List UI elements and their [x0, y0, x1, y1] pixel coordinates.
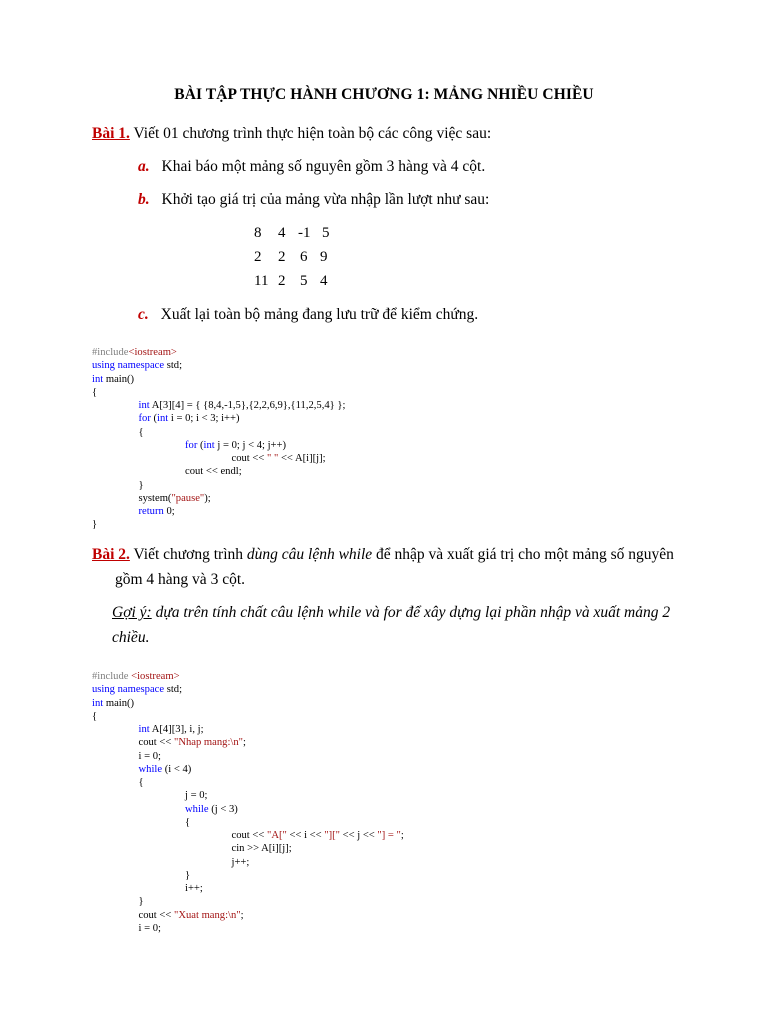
code-token: } — [185, 869, 191, 881]
code-line — [185, 816, 190, 829]
matrix-cell: 5 — [300, 273, 308, 289]
page-title: BÀI TẬP THỰC HÀNH CHƯƠNG 1: MẢNG NHIỀU CHIỀU — [174, 86, 594, 103]
code-token: << j << — [339, 830, 378, 841]
matrix-cell: 11 — [254, 273, 269, 289]
code-line — [92, 373, 134, 386]
code-token: A[3][4] = { {8,4,-1,5},{2,2,6,9},{11,2,5,4} }; — [149, 400, 346, 411]
code-token: ( — [197, 439, 204, 451]
code-line — [139, 505, 175, 518]
code-token: int — [92, 373, 104, 385]
matrix-row-2 — [254, 249, 328, 266]
exercise-1-item-b — [138, 191, 489, 209]
exercise-2-line-2: gồm 4 hàng và 3 cột. — [115, 571, 246, 588]
exercise-1-heading — [92, 125, 491, 143]
code-line — [139, 399, 346, 412]
code-token: (i < 4) — [162, 763, 192, 775]
code-line — [139, 412, 240, 425]
code-line — [139, 922, 161, 935]
code-line — [232, 842, 292, 855]
code-token: } — [138, 896, 144, 908]
code-token: for — [185, 439, 198, 451]
code-token: ); — [204, 492, 211, 504]
code-line — [92, 710, 97, 723]
exercise-1-item-c — [138, 306, 478, 324]
item-c-text: Xuất lại toàn bộ mảng đang lưu trữ để kiểm chứng. — [160, 306, 479, 323]
matrix-cell: 2 — [254, 249, 262, 265]
matrix-row-1 — [254, 225, 330, 242]
code-block-2 — [92, 670, 692, 940]
code-token: main() — [103, 373, 135, 385]
code-line — [139, 426, 144, 439]
item-a-letter: a. — [138, 158, 150, 175]
code-token: { — [138, 777, 144, 788]
exercise-2-text-after: để nhập và xuất giá trị cho một mảng số nguyên — [372, 546, 674, 563]
code-token: "] = " — [377, 830, 401, 841]
code-token: "pause" — [171, 492, 205, 504]
code-line — [92, 346, 177, 359]
code-line — [185, 465, 242, 478]
matrix-cell: 5 — [322, 225, 330, 241]
code-token: j = 0; j < 4; j++) — [214, 439, 287, 451]
code-line — [139, 750, 161, 763]
code-token: cout << endl; — [185, 466, 242, 478]
code-line — [92, 683, 182, 696]
exercise-2-text-before: Viết chương trình — [129, 546, 247, 563]
code-line — [185, 439, 286, 452]
code-line — [139, 909, 244, 922]
code-token: cout << — [231, 830, 267, 841]
code-token: i = 0; — [138, 750, 161, 762]
code-token: cin >> A[i][j]; — [231, 843, 292, 855]
code-token: system( — [138, 492, 172, 504]
code-token: while — [185, 803, 209, 815]
code-token: int — [203, 439, 215, 451]
code-token: A[4][3], i, j; — [149, 724, 204, 735]
code-token: ; — [400, 830, 404, 841]
code-token: "Nhap mang:\n" — [174, 737, 243, 749]
code-token: <iostream> — [128, 347, 177, 358]
code-token: ; — [240, 909, 244, 921]
code-line — [139, 895, 144, 908]
code-token: for — [138, 413, 151, 425]
code-line — [139, 763, 192, 776]
hint-line-1 — [112, 604, 670, 622]
code-token: int — [138, 400, 150, 411]
code-token: j++; — [231, 856, 250, 868]
code-token: "A[" — [267, 830, 287, 841]
hint-line-2: chiều. — [112, 629, 150, 646]
code-line — [139, 776, 144, 789]
exercise-2-label: Bài 2. — [92, 546, 130, 563]
code-token: #include — [92, 347, 129, 358]
code-line — [232, 452, 326, 465]
matrix-cell: 9 — [320, 249, 328, 265]
matrix-cell: 2 — [278, 273, 286, 289]
exercise-1-item-a — [138, 158, 485, 176]
code-token: int — [157, 413, 169, 425]
code-token: { — [138, 426, 144, 438]
code-line — [185, 882, 203, 895]
exercise-1-label: Bài 1. — [92, 125, 130, 142]
matrix-cell: 6 — [300, 249, 308, 265]
code-line — [92, 386, 97, 399]
matrix-row-3 — [254, 273, 328, 290]
code-token: std; — [164, 684, 183, 696]
code-line — [185, 789, 207, 802]
item-c-letter: c. — [138, 306, 149, 323]
code-token: <iostream> — [131, 671, 180, 682]
item-b-letter: b. — [138, 191, 150, 208]
exercise-1-text: Viết 01 chương trình thực hiện toàn bộ các công việc sau: — [129, 125, 492, 142]
code-token: j = 0; — [185, 790, 208, 802]
code-token: std; — [164, 360, 183, 372]
code-line — [185, 803, 238, 816]
exercise-2-text-italic: dùng câu lệnh while — [246, 546, 373, 563]
item-a-text: Khai báo một mảng số nguyên gồm 3 hàng và 4 cột. — [161, 158, 486, 175]
hint-label: Gợi ý: — [112, 604, 152, 621]
code-token: "Xuat mang:\n" — [174, 909, 241, 921]
code-token: << i << — [286, 830, 325, 841]
code-line — [139, 492, 211, 505]
code-line — [92, 670, 180, 683]
code-line — [185, 869, 190, 882]
code-line — [139, 723, 204, 736]
code-token: " " — [267, 453, 279, 464]
code-line — [139, 736, 246, 749]
code-line — [232, 829, 404, 842]
code-token: int — [92, 697, 104, 709]
code-token: << A[i][j]; — [278, 453, 326, 464]
code-token: { — [92, 710, 98, 722]
matrix-cell: 4 — [320, 273, 328, 289]
hint-text: dựa trên tính chất câu lệnh while và for để xây dựng lại phần nhập và xuất mảng 2 — [151, 604, 671, 621]
code-token: "][" — [324, 830, 340, 841]
code-line — [139, 479, 144, 492]
code-line — [92, 697, 134, 710]
matrix-cell: -1 — [298, 225, 311, 241]
code-token: main() — [103, 697, 135, 709]
item-b-text: Khởi tạo giá trị của mảng vừa nhập lần lượt như sau: — [161, 191, 490, 208]
code-token: cout << — [138, 737, 174, 749]
exercise-2-heading — [92, 546, 674, 564]
code-token: while — [138, 763, 163, 775]
matrix-cell: 2 — [278, 249, 286, 265]
code-token: using namespace — [92, 684, 165, 696]
code-token: i++; — [185, 883, 203, 894]
matrix-cell: 8 — [254, 225, 262, 241]
code-token: cout << — [231, 453, 267, 464]
code-token: { — [185, 816, 191, 828]
code-token: { — [92, 386, 98, 398]
code-token: i = 0; — [138, 922, 161, 934]
code-token: return — [138, 506, 164, 517]
code-token: i = 0; i < 3; i++) — [168, 413, 240, 425]
code-token: (j < 3) — [208, 803, 238, 815]
code-token: cout << — [138, 909, 174, 921]
code-block-1 — [92, 346, 692, 536]
code-token: } — [92, 519, 98, 531]
code-token: 0; — [163, 506, 175, 517]
code-line — [92, 518, 97, 531]
code-token: ; — [242, 737, 246, 749]
code-line — [92, 359, 182, 372]
code-token: using namespace — [92, 360, 165, 372]
code-token: } — [138, 479, 144, 491]
code-token: int — [138, 724, 150, 735]
code-line — [232, 856, 250, 869]
matrix-cell: 4 — [278, 225, 286, 241]
code-token: #include — [92, 671, 132, 682]
code-token: ( — [150, 413, 158, 425]
